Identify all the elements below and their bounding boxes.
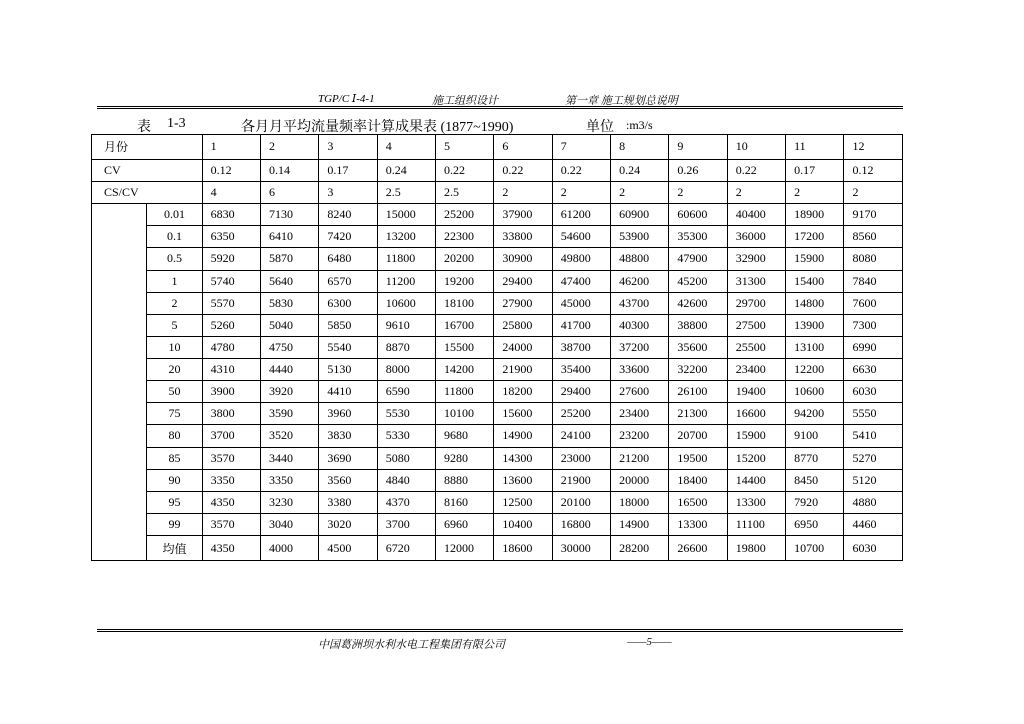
- cell: 16600: [727, 403, 785, 425]
- cell: 32200: [669, 359, 727, 381]
- cell: 45200: [669, 270, 727, 292]
- month-header-row: [92, 135, 903, 160]
- cell: 3520: [261, 425, 319, 447]
- cell: 21900: [552, 469, 610, 491]
- cell: 32900: [727, 248, 785, 270]
- cell: 4460: [844, 513, 903, 535]
- blank-cell: [92, 447, 147, 469]
- cell: 19800: [727, 536, 785, 561]
- cell: 29400: [494, 270, 552, 292]
- cell: 3590: [261, 403, 319, 425]
- probability-cell: 20: [147, 359, 202, 381]
- table-row: [92, 359, 903, 381]
- row-label: 月份: [92, 135, 203, 160]
- cell: 4370: [377, 491, 435, 513]
- frequency-table: [91, 134, 903, 561]
- cell: 40300: [611, 314, 669, 336]
- cell: 4780: [202, 336, 260, 358]
- row-label: CS/CV: [92, 182, 203, 204]
- probability-cell: 99: [147, 513, 202, 535]
- table-row: [92, 536, 903, 561]
- cell: 8770: [786, 447, 844, 469]
- cell: 3440: [261, 447, 319, 469]
- cell: 6: [261, 182, 319, 204]
- cell: 6590: [377, 381, 435, 403]
- cell: 24000: [494, 336, 552, 358]
- cell: 8080: [844, 248, 903, 270]
- cell: 4880: [844, 491, 903, 513]
- cell: 23200: [611, 425, 669, 447]
- blank-cell: [92, 536, 147, 561]
- cell: 0.24: [611, 159, 669, 181]
- cell: 14200: [436, 359, 494, 381]
- cell: 0.17: [319, 159, 377, 181]
- cell: 33800: [494, 226, 552, 248]
- cell: 7300: [844, 314, 903, 336]
- cell: 14900: [611, 513, 669, 535]
- cell: 3350: [261, 469, 319, 491]
- cell: 3900: [202, 381, 260, 403]
- cell: 9170: [844, 204, 903, 226]
- cell: 18900: [786, 204, 844, 226]
- cell: 5040: [261, 314, 319, 336]
- cell: 3800: [202, 403, 260, 425]
- cell: 27600: [611, 381, 669, 403]
- cell: 4350: [202, 536, 260, 561]
- cell: 11800: [377, 248, 435, 270]
- cell: 25200: [552, 403, 610, 425]
- cell: 21300: [669, 403, 727, 425]
- cell: 5830: [261, 292, 319, 314]
- cell: 7840: [844, 270, 903, 292]
- cell: 47900: [669, 248, 727, 270]
- cell: 6960: [436, 513, 494, 535]
- cell: 6300: [319, 292, 377, 314]
- cell: 0.22: [727, 159, 785, 181]
- page-number: ——5——: [627, 636, 672, 648]
- cell: 45000: [552, 292, 610, 314]
- cell: 94200: [786, 403, 844, 425]
- cell: 6950: [786, 513, 844, 535]
- cell: 2: [786, 182, 844, 204]
- cell: 43700: [611, 292, 669, 314]
- cell: 18000: [611, 491, 669, 513]
- probability-cell: 50: [147, 381, 202, 403]
- cell: 36000: [727, 226, 785, 248]
- probability-cell: 0.1: [147, 226, 202, 248]
- cell: 54600: [552, 226, 610, 248]
- cell: 27900: [494, 292, 552, 314]
- cell: 3560: [319, 469, 377, 491]
- cell: 4: [377, 135, 435, 160]
- cell: 10: [727, 135, 785, 160]
- blank-cell: [92, 403, 147, 425]
- cell: 10600: [786, 381, 844, 403]
- cell: 14300: [494, 447, 552, 469]
- cell: 11: [786, 135, 844, 160]
- cell: 8870: [377, 336, 435, 358]
- table-row: [92, 248, 903, 270]
- cell: 26600: [669, 536, 727, 561]
- cell: 11100: [727, 513, 785, 535]
- table-row: [92, 425, 903, 447]
- cell: 3700: [377, 513, 435, 535]
- table-row: [92, 314, 903, 336]
- cell: 7600: [844, 292, 903, 314]
- blank-cell: [92, 425, 147, 447]
- cell: 6830: [202, 204, 260, 226]
- probability-cell: 85: [147, 447, 202, 469]
- cell: 14400: [727, 469, 785, 491]
- cell: 5920: [202, 248, 260, 270]
- cell: 10700: [786, 536, 844, 561]
- cell: 3350: [202, 469, 260, 491]
- cell: 12500: [494, 491, 552, 513]
- cell: 10600: [377, 292, 435, 314]
- cell: 23400: [611, 403, 669, 425]
- cell: 5530: [377, 403, 435, 425]
- table-row: [92, 491, 903, 513]
- cell: 4000: [261, 536, 319, 561]
- cell: 3230: [261, 491, 319, 513]
- table-row: [92, 292, 903, 314]
- cell: 0.26: [669, 159, 727, 181]
- cell: 12000: [436, 536, 494, 561]
- blank-cell: [92, 469, 147, 491]
- cell: 8560: [844, 226, 903, 248]
- cell: 5640: [261, 270, 319, 292]
- cell: 3920: [261, 381, 319, 403]
- cell: 14800: [786, 292, 844, 314]
- cell: 15600: [494, 403, 552, 425]
- cell: 13600: [494, 469, 552, 491]
- table-row: [92, 469, 903, 491]
- probability-cell: 0.5: [147, 248, 202, 270]
- cell: 2: [552, 182, 610, 204]
- cell: 23400: [727, 359, 785, 381]
- cell: 3690: [319, 447, 377, 469]
- company-name: 中国葛洲坝水利水电工程集团有限公司: [318, 639, 505, 651]
- cell: 5570: [202, 292, 260, 314]
- cell: 4410: [319, 381, 377, 403]
- cell: 0.17: [786, 159, 844, 181]
- cell: 0.14: [261, 159, 319, 181]
- cell: 0.22: [494, 159, 552, 181]
- cell: 3020: [319, 513, 377, 535]
- blank-cell: [92, 292, 147, 314]
- table-row: [92, 513, 903, 535]
- cell: 41700: [552, 314, 610, 336]
- cell: 5080: [377, 447, 435, 469]
- blank-cell: [92, 270, 147, 292]
- cell: 5330: [377, 425, 435, 447]
- cell: 19400: [727, 381, 785, 403]
- cell: 7130: [261, 204, 319, 226]
- footer-rule: [97, 629, 903, 632]
- table-row: [92, 447, 903, 469]
- cell: 7: [552, 135, 610, 160]
- cell: 2: [727, 182, 785, 204]
- cell: 9: [669, 135, 727, 160]
- table-id: 1-3: [167, 116, 186, 131]
- cell: 35600: [669, 336, 727, 358]
- probability-cell: 均值: [147, 536, 202, 561]
- cell: 8240: [319, 204, 377, 226]
- cell: 13200: [377, 226, 435, 248]
- cell: 20100: [552, 491, 610, 513]
- cell: 5130: [319, 359, 377, 381]
- cell: 4750: [261, 336, 319, 358]
- cell: 25800: [494, 314, 552, 336]
- cv-row: [92, 159, 903, 181]
- cell: 6410: [261, 226, 319, 248]
- cell: 6720: [377, 536, 435, 561]
- table-row: [92, 381, 903, 403]
- cell: 5850: [319, 314, 377, 336]
- cell: 18200: [494, 381, 552, 403]
- probability-cell: 90: [147, 469, 202, 491]
- cell: 3: [319, 182, 377, 204]
- unit-value: :m3/s: [626, 118, 653, 132]
- cell: 3830: [319, 425, 377, 447]
- cell: 13300: [669, 513, 727, 535]
- cell: 20200: [436, 248, 494, 270]
- doc-code: TGP/C Ⅰ-4-1: [318, 93, 375, 105]
- cell: 4310: [202, 359, 260, 381]
- probability-cell: 75: [147, 403, 202, 425]
- cell: 21200: [611, 447, 669, 469]
- blank-cell: [92, 491, 147, 513]
- cell: 18400: [669, 469, 727, 491]
- cell: 20000: [611, 469, 669, 491]
- cell: 14900: [494, 425, 552, 447]
- cell: 13900: [786, 314, 844, 336]
- cell: 2: [611, 182, 669, 204]
- cell: 30000: [552, 536, 610, 561]
- header-rule: [97, 106, 903, 109]
- cell: 3: [319, 135, 377, 160]
- cell: 15400: [786, 270, 844, 292]
- cell: 9280: [436, 447, 494, 469]
- cell: 25500: [727, 336, 785, 358]
- table-row: [92, 270, 903, 292]
- cell: 6480: [319, 248, 377, 270]
- cell: 6350: [202, 226, 260, 248]
- table-row: [92, 204, 903, 226]
- table-no: 表: [137, 120, 151, 135]
- cell: 28200: [611, 536, 669, 561]
- probability-cell: 10: [147, 336, 202, 358]
- cell: 40400: [727, 204, 785, 226]
- table-title: 各月月平均流量频率计算成果表 (1877~1990): [241, 120, 514, 135]
- cell: 0.22: [552, 159, 610, 181]
- table-row: [92, 403, 903, 425]
- cell: 16800: [552, 513, 610, 535]
- cell: 10400: [494, 513, 552, 535]
- cell: 16500: [669, 491, 727, 513]
- cell: 29700: [727, 292, 785, 314]
- cell: 6030: [844, 381, 903, 403]
- cell: 4840: [377, 469, 435, 491]
- cell: 8160: [436, 491, 494, 513]
- cell: 37200: [611, 336, 669, 358]
- cell: 16700: [436, 314, 494, 336]
- cell: 4350: [202, 491, 260, 513]
- cell: 9610: [377, 314, 435, 336]
- cell: 9680: [436, 425, 494, 447]
- cell: 18100: [436, 292, 494, 314]
- cell: 0.12: [844, 159, 903, 181]
- cell: 38700: [552, 336, 610, 358]
- cell: 33600: [611, 359, 669, 381]
- cell: 5410: [844, 425, 903, 447]
- cell: 15500: [436, 336, 494, 358]
- probability-cell: 5: [147, 314, 202, 336]
- cell: 13100: [786, 336, 844, 358]
- cell: 6570: [319, 270, 377, 292]
- section-design: 施工组织设计: [432, 95, 498, 107]
- cell: 4500: [319, 536, 377, 561]
- cell: 48800: [611, 248, 669, 270]
- cell: 18600: [494, 536, 552, 561]
- cell: 7420: [319, 226, 377, 248]
- blank-cell: [92, 248, 147, 270]
- cell: 8000: [377, 359, 435, 381]
- cell: 2.5: [436, 182, 494, 204]
- cell: 0.12: [202, 159, 260, 181]
- cell: 5540: [319, 336, 377, 358]
- cell: 5270: [844, 447, 903, 469]
- cell: 46200: [611, 270, 669, 292]
- table-row: [92, 226, 903, 248]
- cell: 19200: [436, 270, 494, 292]
- cell: 53900: [611, 226, 669, 248]
- blank-cell: [92, 226, 147, 248]
- cell: 5260: [202, 314, 260, 336]
- blank-cell: [92, 204, 147, 226]
- cell: 11800: [436, 381, 494, 403]
- cell: 23000: [552, 447, 610, 469]
- cell: 35400: [552, 359, 610, 381]
- cell: 8450: [786, 469, 844, 491]
- cell: 3570: [202, 513, 260, 535]
- cell: 3700: [202, 425, 260, 447]
- table-row: [92, 336, 903, 358]
- unit-label: 单位: [586, 120, 614, 135]
- blank-cell: [92, 381, 147, 403]
- cell: 3040: [261, 513, 319, 535]
- probability-cell: 0.01: [147, 204, 202, 226]
- cell: 5870: [261, 248, 319, 270]
- blank-cell: [92, 513, 147, 535]
- cell: 30900: [494, 248, 552, 270]
- cell: 5740: [202, 270, 260, 292]
- cell: 2: [261, 135, 319, 160]
- chapter-title: 第一章 施工规划总说明: [565, 95, 678, 107]
- cell: 9100: [786, 425, 844, 447]
- cell: 35300: [669, 226, 727, 248]
- cell: 5120: [844, 469, 903, 491]
- cell: 2: [494, 182, 552, 204]
- cell: 60600: [669, 204, 727, 226]
- cell: 25200: [436, 204, 494, 226]
- cell: 4440: [261, 359, 319, 381]
- cell: 20700: [669, 425, 727, 447]
- row-label: CV: [92, 159, 203, 181]
- blank-cell: [92, 336, 147, 358]
- cell: 6030: [844, 536, 903, 561]
- cell: 38800: [669, 314, 727, 336]
- cell: 6990: [844, 336, 903, 358]
- cell: 11200: [377, 270, 435, 292]
- cell: 10100: [436, 403, 494, 425]
- cell: 19500: [669, 447, 727, 469]
- cell: 6630: [844, 359, 903, 381]
- cell: 7920: [786, 491, 844, 513]
- cell: 17200: [786, 226, 844, 248]
- cell: 6: [494, 135, 552, 160]
- cell: 27500: [727, 314, 785, 336]
- cell: 37900: [494, 204, 552, 226]
- cell: 15900: [727, 425, 785, 447]
- cell: 15900: [786, 248, 844, 270]
- cell: 8: [611, 135, 669, 160]
- cell: 3380: [319, 491, 377, 513]
- cell: 24100: [552, 425, 610, 447]
- cscv-row: [92, 182, 903, 204]
- cell: 1: [202, 135, 260, 160]
- cell: 13300: [727, 491, 785, 513]
- cell: 15000: [377, 204, 435, 226]
- cell: 47400: [552, 270, 610, 292]
- cell: 12200: [786, 359, 844, 381]
- cell: 0.22: [436, 159, 494, 181]
- cell: 2: [844, 182, 903, 204]
- probability-cell: 95: [147, 491, 202, 513]
- cell: 3960: [319, 403, 377, 425]
- cell: 3570: [202, 447, 260, 469]
- cell: 49800: [552, 248, 610, 270]
- cell: 0.24: [377, 159, 435, 181]
- cell: 61200: [552, 204, 610, 226]
- cell: 4: [202, 182, 260, 204]
- cell: 22300: [436, 226, 494, 248]
- blank-cell: [92, 314, 147, 336]
- cell: 60900: [611, 204, 669, 226]
- cell: 29400: [552, 381, 610, 403]
- probability-cell: 2: [147, 292, 202, 314]
- cell: 31300: [727, 270, 785, 292]
- cell: 2: [669, 182, 727, 204]
- cell: 8880: [436, 469, 494, 491]
- cell: 15200: [727, 447, 785, 469]
- cell: 2.5: [377, 182, 435, 204]
- probability-cell: 1: [147, 270, 202, 292]
- cell: 21900: [494, 359, 552, 381]
- probability-cell: 80: [147, 425, 202, 447]
- cell: 12: [844, 135, 903, 160]
- blank-cell: [92, 359, 147, 381]
- cell: 5550: [844, 403, 903, 425]
- cell: 5: [436, 135, 494, 160]
- cell: 42600: [669, 292, 727, 314]
- cell: 26100: [669, 381, 727, 403]
